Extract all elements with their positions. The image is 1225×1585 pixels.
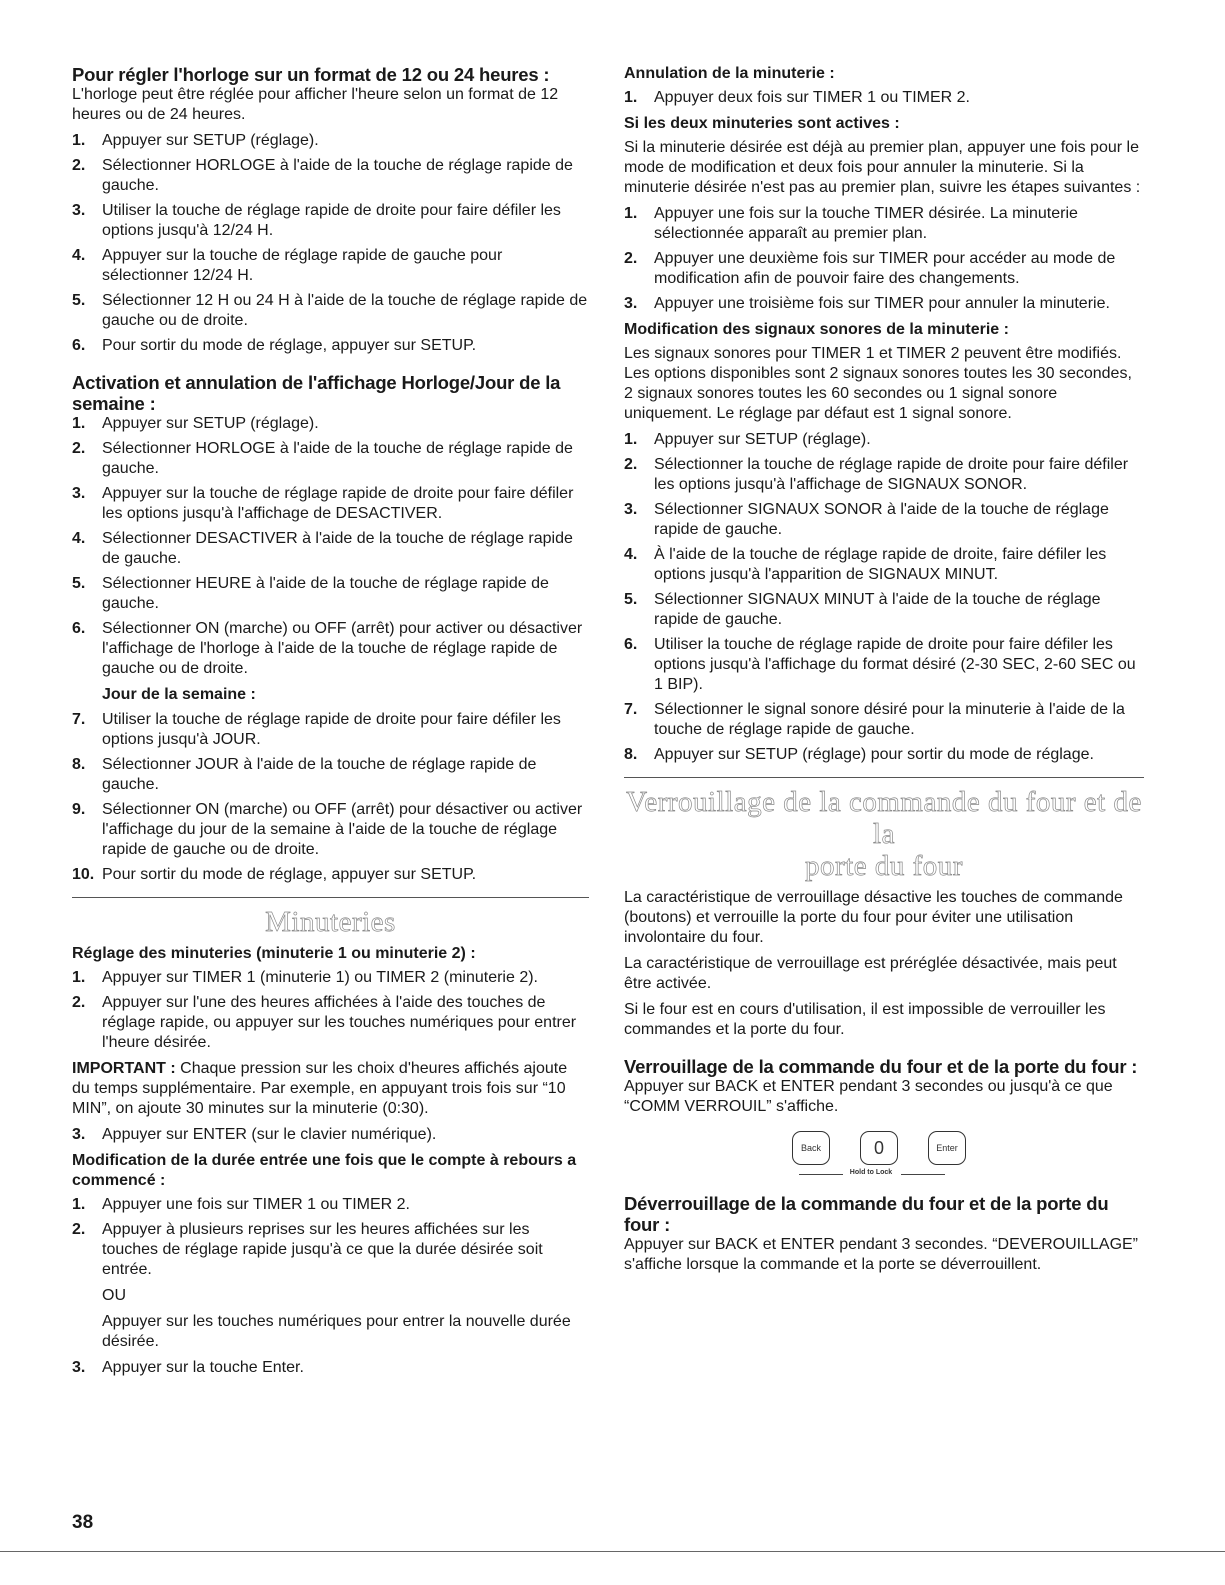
divider <box>624 777 1144 778</box>
right-column <box>624 64 1144 1281</box>
section-title-verrouillage <box>624 786 1144 882</box>
step-text: Sélectionner le signal sonore désiré pour la minuterie à l'aide de la touche de réglage rapide de gauche. <box>654 701 1125 738</box>
step-text: Appuyer sur la touche de réglage rapide de gauche pour sélectionner 12/24 H. <box>102 247 503 284</box>
paragraph: Appuyer sur BACK et ENTER pendant 3 secondes ou jusqu'à ce que “COMM VERROUIL” s'affiche. <box>624 1078 1113 1115</box>
enter-key-icon <box>928 1131 966 1165</box>
step-list <box>72 131 589 356</box>
list-item <box>72 574 589 614</box>
section-heading: Activation et annulation de l'affichage Horloge/Jour de la semaine : <box>72 372 561 414</box>
step-text: Utiliser la touche de réglage rapide de droite pour faire défiler les options jusqu'à 12/24 H. <box>102 202 561 239</box>
step-number: 7. <box>72 711 86 728</box>
paragraph: Appuyer sur BACK et ENTER pendant 3 secondes. “DEVEROUILLAGE” s'affiche lorsque la commande et la porte se déverrouillent. <box>624 1236 1139 1273</box>
step-number: 8. <box>624 746 638 763</box>
list-item <box>72 291 589 331</box>
list-item <box>72 1195 589 1215</box>
step-text: Appuyer sur SETUP (réglage) pour sortir du mode de réglage. <box>654 746 1094 763</box>
step-number: 3. <box>624 295 638 312</box>
step-list <box>624 430 1144 765</box>
subheading: Si les deux minuteries sont actives : <box>624 115 900 132</box>
step-text: Sélectionner HEURE à l'aide de la touche de réglage rapide de gauche. <box>102 575 549 612</box>
step-number: 7. <box>624 701 638 718</box>
step-number: 5. <box>624 591 638 608</box>
subheading: Modification des signaux sonores de la minuterie : <box>624 321 1009 338</box>
section-heading: Déverrouillage de la commande du four et de la porte du four : <box>624 1193 1109 1235</box>
step-text: Sélectionner HORLOGE à l'aide de la touche de réglage rapide de gauche. <box>102 440 573 477</box>
step-number: 2. <box>72 157 86 174</box>
left-column <box>72 64 589 1384</box>
step-text: Sélectionner la touche de réglage rapide de droite pour faire défiler les options jusqu'à l'affichage de SIGNAUX SONOR. <box>654 456 1129 493</box>
list-item <box>624 745 1144 765</box>
section-title-line: Verrouillage de la commande du four et de la <box>626 786 1142 850</box>
step-text: Sélectionner ON (marche) ou OFF (arrêt) pour désactiver ou activer l'affichage du jour de la semaine à l'aide de la touche de réglage rapide de gauche ou de droite. <box>102 801 583 858</box>
step-text: Sélectionner DESACTIVER à l'aide de la touche de réglage rapide de gauche. <box>102 530 573 567</box>
step-text: Appuyer une deuxième fois sur TIMER pour accéder au mode de modification afin de pouvoir faire des changements. <box>654 250 1116 287</box>
hold-to-lock-bracket <box>791 1169 951 1181</box>
list-item <box>72 755 589 795</box>
step-text: À l'aide de la touche de réglage rapide de droite, faire défiler les options jusqu'à l'apparition de SIGNAUX MINUT. <box>654 546 1107 583</box>
list-item <box>624 590 1144 630</box>
subheading: Annulation de la minuterie : <box>624 65 835 82</box>
step-text: Sélectionner 12 H ou 24 H à l'aide de la touche de réglage rapide de gauche ou de droite. <box>102 292 588 329</box>
enter-key-label: Enter <box>936 1143 958 1153</box>
subheading: Jour de la semaine : <box>102 686 256 703</box>
important-note <box>72 1059 589 1119</box>
list-item <box>72 246 589 286</box>
hold-to-lock-label: Hold to Lock <box>849 1169 893 1176</box>
important-text: Chaque pression sur les choix d'heures affichés ajoute du temps supplémentaire. Par exemple, en appuyant trois fois sur “10 MIN”, on ajoute 30 minutes sur la minuterie (0:30). <box>72 1060 568 1117</box>
list-item <box>72 484 589 524</box>
step-text: Appuyer sur TIMER 1 (minuterie 1) ou TIMER 2 (minuterie 2). <box>102 969 538 986</box>
step-number: 6. <box>624 636 638 653</box>
step-number: 2. <box>72 994 86 1011</box>
zero-key-icon <box>860 1131 898 1165</box>
page-number: 38 <box>72 1512 94 1533</box>
step-text: Appuyer sur la touche de réglage rapide de droite pour faire défiler les options jusqu'à l'affichage de DESACTIVER. <box>102 485 574 522</box>
step-text: Utiliser la touche de réglage rapide de droite pour faire défiler les options jusqu'à JOUR. <box>102 711 561 748</box>
list-item <box>72 201 589 241</box>
step-number: 3. <box>72 1126 86 1143</box>
alternative-text: Appuyer sur les touches numériques pour entrer la nouvelle durée désirée. <box>102 1313 571 1350</box>
list-item <box>624 700 1144 740</box>
step-text: Appuyer sur ENTER (sur le clavier numérique). <box>102 1126 437 1143</box>
list-item <box>624 455 1144 495</box>
step-list <box>624 88 1144 108</box>
list-item <box>72 800 589 860</box>
step-number: 5. <box>72 292 86 309</box>
step-list <box>72 414 589 679</box>
step-number: 3. <box>72 1359 86 1376</box>
section-heading: Verrouillage de la commande du four et de la porte du four : <box>624 1056 1138 1077</box>
step-number: 2. <box>72 440 86 457</box>
step-number: 6. <box>72 620 86 637</box>
step-text: Appuyer une fois sur TIMER 1 ou TIMER 2. <box>102 1196 410 1213</box>
paragraph: La caractéristique de verrouillage est préréglée désactivée, mais peut être activée. <box>624 955 1117 992</box>
step-number: 1. <box>624 89 638 106</box>
list-item <box>624 500 1144 540</box>
paragraph: Les signaux sonores pour TIMER 1 et TIMER 2 peuvent être modifiés. Les options disponibles sont 2 signaux sonores toutes les 30 secondes, 2 signaux sonores toutes les 60 secondes ou 1 signal sonore uniquement. Le réglage par défaut est 1 signal sonore. <box>624 345 1132 422</box>
step-number: 1. <box>624 431 638 448</box>
section-title-minuteries: Minuteries <box>265 906 396 938</box>
step-number: 8. <box>72 756 86 773</box>
step-number: 5. <box>72 575 86 592</box>
list-item <box>72 710 589 750</box>
list-item <box>72 865 589 885</box>
important-label: IMPORTANT : <box>72 1060 176 1077</box>
paragraph: L'horloge peut être réglée pour afficher l'heure selon un format de 12 heures ou de 24 heures. <box>72 86 559 123</box>
step-text: Appuyer sur SETUP (réglage). <box>102 132 319 149</box>
subheading: Modification de la durée entrée une fois que le compte à rebours a commencé : <box>72 1152 577 1189</box>
step-text: Sélectionner JOUR à l'aide de la touche de réglage rapide de gauche. <box>102 756 537 793</box>
step-list <box>72 1195 589 1280</box>
section-title-line: porte du four <box>805 850 963 882</box>
step-text: Appuyer sur SETUP (réglage). <box>102 415 319 432</box>
or-text: OU <box>102 1287 126 1304</box>
step-number: 3. <box>72 485 86 502</box>
paragraph: Si la minuterie désirée est déjà au premier plan, appuyer une fois pour le mode de modification et deux fois pour annuler la minuterie. Si la minuterie désirée n'est pas au premier plan, suivre les étapes suivantes : <box>624 139 1141 196</box>
step-number: 9. <box>72 801 86 818</box>
zero-key-label: 0 <box>873 1137 884 1158</box>
back-key-icon <box>792 1131 830 1165</box>
step-number: 1. <box>72 1196 86 1213</box>
step-list <box>72 1358 589 1378</box>
step-number: 3. <box>72 202 86 219</box>
step-text: Sélectionner SIGNAUX MINUT à l'aide de la touche de réglage rapide de gauche. <box>654 591 1101 628</box>
step-text: Appuyer sur l'une des heures affichées à l'aide des touches de réglage rapide, ou appuyer sur les touches numériques pour entrer l'heure désirée. <box>102 994 577 1051</box>
step-number: 10. <box>72 866 95 883</box>
list-item <box>72 439 589 479</box>
subheading: Réglage des minuteries (minuterie 1 ou minuterie 2) : <box>72 945 476 962</box>
step-list <box>72 968 589 1053</box>
step-number: 2. <box>72 1221 86 1238</box>
step-text: Utiliser la touche de réglage rapide de droite pour faire défiler les options jusqu'à l'affichage du format désiré (2-30 SEC, 2-60 SEC ou 1 BIP). <box>654 636 1136 693</box>
paragraph: La caractéristique de verrouillage désactive les touches de commande (boutons) et verrouille la porte du four pour éviter une utilisation involontaire du four. <box>624 889 1123 946</box>
list-item <box>624 294 1144 314</box>
list-item <box>72 131 589 151</box>
list-item <box>624 204 1144 244</box>
step-number: 4. <box>72 530 86 547</box>
step-text: Pour sortir du mode de réglage, appuyer sur SETUP. <box>102 337 477 354</box>
list-item <box>72 993 589 1053</box>
step-list <box>72 1125 589 1145</box>
list-item <box>624 545 1144 585</box>
step-text: Appuyer deux fois sur TIMER 1 ou TIMER 2. <box>654 89 970 106</box>
divider <box>72 897 589 898</box>
back-key-label: Back <box>800 1143 821 1153</box>
list-item <box>72 619 589 679</box>
list-item <box>72 968 589 988</box>
step-number: 1. <box>624 205 638 222</box>
page-bottom-rule <box>0 1551 1225 1552</box>
section-heading: Pour régler l'horloge sur un format de 12 ou 24 heures : <box>72 64 550 85</box>
step-number: 2. <box>624 250 638 267</box>
step-number: 1. <box>72 969 86 986</box>
step-text: Appuyer une troisième fois sur TIMER pour annuler la minuterie. <box>654 295 1110 312</box>
list-item <box>72 529 589 569</box>
key-diagram <box>624 1131 1144 1187</box>
step-number: 2. <box>624 456 638 473</box>
step-number: 6. <box>72 337 86 354</box>
list-item <box>624 430 1144 450</box>
list-item <box>72 414 589 434</box>
step-number: 4. <box>72 247 86 264</box>
list-item <box>72 1220 589 1280</box>
step-text: Appuyer sur la touche Enter. <box>102 1359 304 1376</box>
step-text: Sélectionner SIGNAUX SONOR à l'aide de la touche de réglage rapide de gauche. <box>654 501 1109 538</box>
step-list <box>624 204 1144 314</box>
step-number: 1. <box>72 415 86 432</box>
step-number: 1. <box>72 132 86 149</box>
step-text: Pour sortir du mode de réglage, appuyer sur SETUP. <box>102 866 477 883</box>
step-text: Appuyer à plusieurs reprises sur les heures affichées sur les touches de réglage rapide jusqu'à ce que la durée désirée soit entrée. <box>102 1221 543 1278</box>
list-item <box>72 336 589 356</box>
step-number: 3. <box>624 501 638 518</box>
list-item <box>624 249 1144 289</box>
list-item <box>72 1125 589 1145</box>
step-text: Sélectionner HORLOGE à l'aide de la touche de réglage rapide de gauche. <box>102 157 573 194</box>
list-item <box>624 88 1144 108</box>
step-list <box>72 710 589 885</box>
list-item <box>624 635 1144 695</box>
paragraph: Si le four est en cours d'utilisation, il est impossible de verrouiller les commandes et la porte du four. <box>624 1001 1106 1038</box>
step-text: Appuyer une fois sur la touche TIMER désirée. La minuterie sélectionnée apparaît au premier plan. <box>654 205 1078 242</box>
step-text: Appuyer sur SETUP (réglage). <box>654 431 871 448</box>
list-item <box>72 1358 589 1378</box>
list-item <box>72 156 589 196</box>
step-number: 4. <box>624 546 638 563</box>
step-text: Sélectionner ON (marche) ou OFF (arrêt) pour activer ou désactiver l'affichage de l'horloge à l'aide de la touche de réglage rapide de gauche ou de droite. <box>102 620 583 677</box>
